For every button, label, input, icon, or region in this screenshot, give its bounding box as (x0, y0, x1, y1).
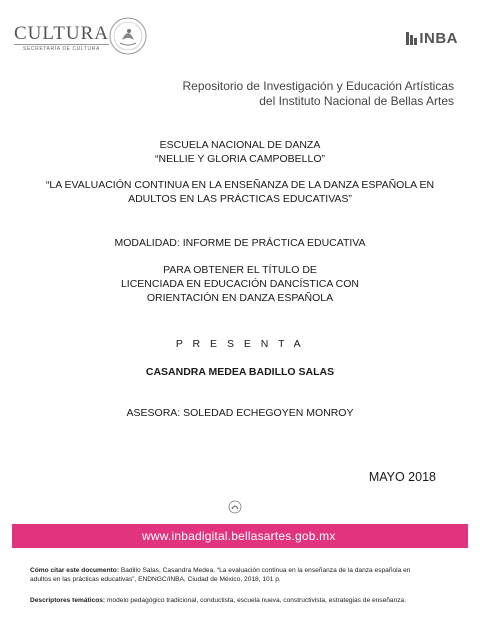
repository-heading (183, 79, 454, 109)
cultura-wordmark: CULTURA (14, 23, 109, 44)
document-title (0, 178, 480, 206)
inba-wordmark: INBA (419, 30, 458, 47)
school-line-2: “NELLIE Y GLORIA CAMPOBELLO” (154, 153, 325, 165)
title-line-2: ADULTOS EN LAS PRÁCTICAS EDUCATIVAS” (128, 193, 352, 205)
modality: MODALIDAD: INFORME DE PRÁCTICA EDUCATIVA (114, 237, 366, 249)
degree-line-3: ORIENTACIÓN EN DANZA ESPAÑOLA (146, 292, 334, 304)
inba-logo (406, 30, 458, 47)
url-banner (12, 524, 468, 548)
citation-label: Cómo citar este documento: (30, 567, 120, 574)
cultura-logo (14, 24, 109, 52)
citation-text-2: adultos en las prácticas educativas”, ENDNGC/INBA, Ciudad de México, 2018, 101 p. (30, 576, 281, 584)
presenta-label: P R E S E N T A (175, 338, 305, 350)
degree-line-1: PARA OBTENER EL TÍTULO DE (163, 264, 317, 276)
degree-line-2: LICENCIADA EN EDUCACIÓN DANCÍSTICA CON (120, 278, 360, 290)
advisor-name: ASESORA: SOLEDAD ECHEGOYEN MONROY (126, 407, 354, 419)
degree-info (0, 263, 480, 305)
citation-text-1: Badillo Salas, Casandra Medea. “La evaluación continua en la enseñanza de la danza española en (119, 567, 411, 574)
small-emblem-icon (228, 500, 242, 514)
author-name: CASANDRA MEDEA BADILLO SALAS (145, 366, 335, 378)
school-name (0, 138, 480, 166)
repository-url-link[interactable]: www.inbadigital.bellasartes.gob.mx (142, 529, 336, 543)
school-line-1: ESCUELA NACIONAL DE DANZA (159, 139, 321, 151)
descriptors-text: modelo pedagógico tradicional, conductista, escuela nueva, constructivista, estrategias de enseñanza. (105, 597, 407, 604)
descriptors-block (30, 596, 470, 605)
repository-line-1: Repositorio de Investigación y Educación Artísticas (182, 79, 454, 93)
cultura-subtitle: SECRETARÍA DE CULTURA (14, 44, 109, 52)
descriptors-label: Descriptores temáticos: (30, 597, 106, 604)
repository-line-2: del Instituto Nacional de Bellas Artes (259, 94, 454, 108)
document-date: MAYO 2018 (368, 470, 436, 484)
inba-mark-icon (406, 32, 417, 45)
mexico-seal-icon (108, 16, 148, 56)
citation-block (30, 566, 458, 585)
title-line-1: “LA EVALUACIÓN CONTINUA EN LA ENSEÑANZA DE LA DANZA ESPAÑOLA EN (45, 179, 435, 191)
